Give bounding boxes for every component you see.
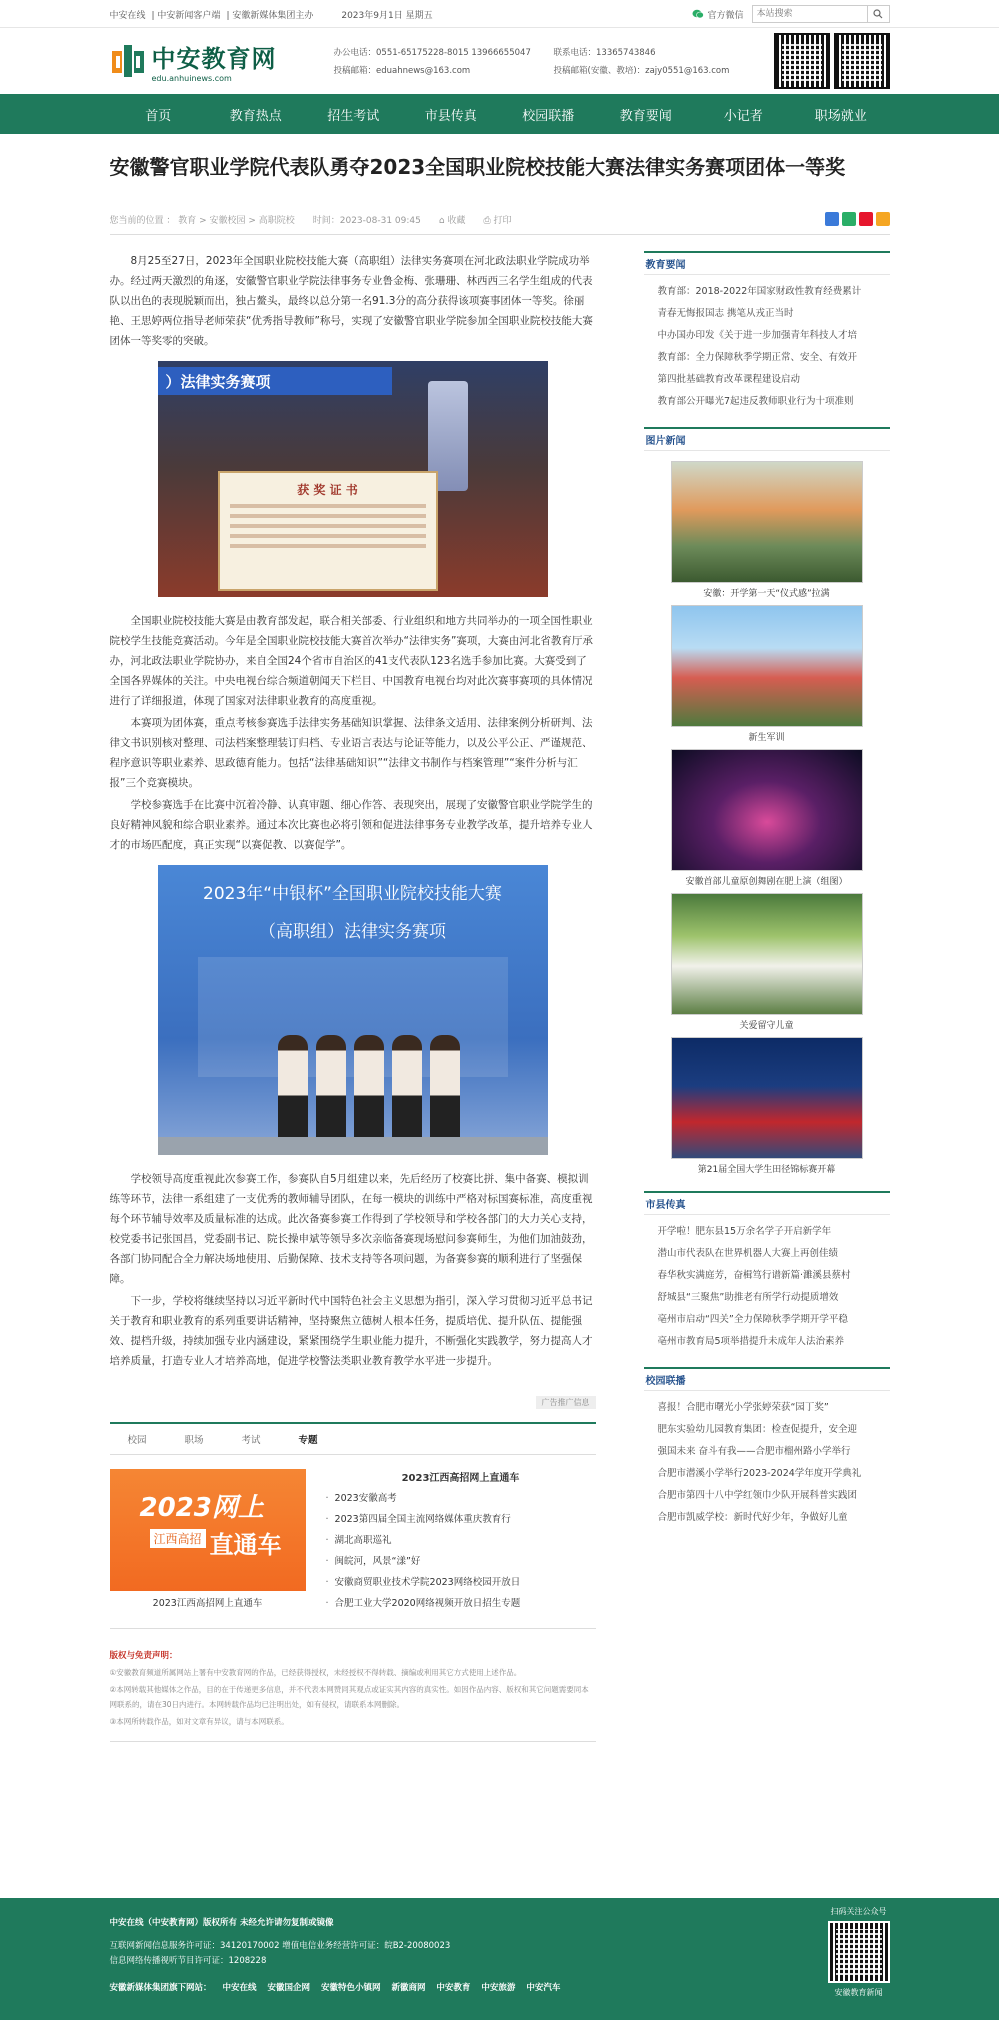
current-date: 2023年9月1日 星期五	[341, 10, 433, 21]
picture-news-item[interactable]	[671, 605, 863, 743]
publish-time: 时间：2023-08-31 09:45	[312, 215, 421, 226]
sidebar-county-item[interactable]: 亳州市启动“四关”全力保障秋季学期开学平稳	[657, 1314, 848, 1325]
copyright-notice	[110, 1649, 596, 1742]
sidebar-campus-item[interactable]: 合肥市凯威学校：新时代好少年，争做好儿童	[657, 1512, 848, 1523]
picture-news-image	[671, 1037, 863, 1159]
site-footer	[0, 1898, 999, 2020]
submission-email: 投稿邮箱：eduahnews@163.com	[333, 66, 471, 76]
sidebar-title-edu-news[interactable]: 教育要闻	[644, 251, 890, 275]
footer-license-1: 互联网新闻信息服务许可证：34120170002 增值电信业务经营许可证：皖B2-20080023	[109, 1941, 451, 1951]
logo-name: 中安教育网	[151, 44, 277, 73]
special-list-item[interactable]: · 2023第四届全国主流网络媒体重庆教育行	[326, 1509, 596, 1530]
sidebar-campus-item[interactable]: 喜报！合肥市曙光小学张婷荣获“园丁奖”	[657, 1402, 829, 1413]
picture-news-caption: 关爱留守儿童	[739, 1021, 794, 1031]
special-list-item[interactable]: · 湖北高职巡礼	[326, 1530, 596, 1551]
topic-tabs	[110, 1422, 596, 1455]
tab-campus[interactable]: 校园	[127, 1435, 147, 1446]
picture-news-item[interactable]	[671, 893, 863, 1031]
top-bar	[0, 0, 999, 28]
tab-special[interactable]: 专题	[298, 1435, 318, 1446]
nav-item-hot[interactable]: 教育热点	[229, 108, 282, 124]
wechat-icon	[692, 9, 704, 19]
share-bar	[825, 212, 890, 226]
contact-phone: 联系电话：13365743846	[553, 48, 656, 58]
sidebar-campus-item[interactable]: 合肥市潜溪小学举行2023-2024学年度开学典礼	[657, 1468, 862, 1479]
site-header	[110, 28, 890, 94]
footer-copyright: 中安在线（中安教育网）版权所有 未经允许请勿复制或镜像	[109, 1918, 334, 1928]
search-box	[752, 5, 890, 23]
picture-news-image	[671, 461, 863, 583]
sidebar-county-item[interactable]: 春华秋实满庭芳，奋楫笃行谱新篇·濉溪县蔡村	[657, 1270, 851, 1281]
contact-info	[334, 46, 774, 76]
share-wechat-icon[interactable]	[842, 212, 856, 226]
office-phone: 办公电话：0551-65175228-8015 13966655047	[333, 48, 531, 58]
nav-item-campus[interactable]: 校园联播	[522, 108, 575, 124]
breadcrumb[interactable]: 您当前的位置 ： 教育 > 安徽校园 > 高职院校	[109, 215, 295, 226]
site-logo[interactable]	[110, 39, 324, 83]
logo-mark-icon	[110, 43, 146, 79]
notice-line: ②本网转载其他媒体之作品，目的在于传递更多信息，并不代表本网赞同其观点或证实其内容的真实性。如因作品内容、版权和其它问题需要同本网联系的，请在30日内进行。本网转载作品均已注明出处，如有侵权，请联系本网删除。	[109, 1685, 589, 1709]
footer-links-label: 安徽新媒体集团旗下网站：	[109, 1983, 212, 1993]
special-image-year: 2023网上	[139, 1493, 264, 1523]
special-list-item[interactable]: · 合肥工业大学2020网络视频开放日招生专题	[326, 1593, 596, 1614]
nav-item-home[interactable]: 首页	[145, 108, 172, 124]
special-list-heading[interactable]: 2023江西高招网上直通车	[401, 1473, 520, 1484]
picture-news-item[interactable]	[671, 461, 863, 599]
sidebar-news-item[interactable]: 教育部：2018-2022年国家财政性教育经费累计	[657, 286, 862, 297]
special-image-big: 直通车	[209, 1531, 282, 1559]
nav-item-county[interactable]: 市县传真	[424, 108, 477, 124]
article-meta	[110, 212, 890, 226]
photo-banner: ）法律实务赛项	[158, 367, 392, 395]
sidebar-title-campus[interactable]: 校园联播	[644, 1367, 890, 1391]
favorite-label: 收藏	[447, 215, 466, 226]
sidebar-county-item[interactable]: 亳州市教育局5项举措提升未成年人法治素养	[657, 1336, 845, 1347]
search-icon	[873, 9, 883, 19]
special-image-sub: 江西高招	[150, 1529, 206, 1548]
sidebar-county-item[interactable]: 开学啦！肥东县15万余名学子开启新学年	[657, 1226, 832, 1237]
certificate	[218, 471, 438, 591]
sidebar	[644, 251, 890, 1742]
tab-exam[interactable]: 考试	[241, 1435, 261, 1446]
footer-license-2: 信息网络传播视听节目许可证：1208228	[109, 1956, 267, 1966]
special-list-item[interactable]: · 安徽商贸职业技术学院2023网络校园开放日	[326, 1572, 596, 1593]
certificate-title: 获 奖 证 书	[297, 483, 358, 497]
nav-item-exam[interactable]: 招生考试	[327, 108, 380, 124]
photo-heading-2: （高职组）法律实务赛项	[259, 922, 446, 942]
logo-url: edu.anhuinews.com	[151, 74, 232, 83]
article-paragraph: 本赛项为团体赛，重点考核参赛选手法律实务基础知识掌握、法律条文适用、法律案例分析研判、法律文书识别核对整理、司法档案整理装订归档、专业语言表达与论证等能力，以及公平公正、严谨规范、程序意识等职业素养、思政德育能力。包括“法律基础知识”“法律文书制作与档案管理”“案件分析与汇报”三个竞赛模块。	[109, 717, 593, 789]
nav-item-reporter[interactable]: 小记者	[723, 108, 763, 124]
footer-link[interactable]: 中安在线	[222, 1983, 257, 1993]
top-link-3[interactable]: 安徽新媒体集团主办	[232, 10, 314, 21]
sidebar-campus-item[interactable]: 合肥市第四十八中学红领巾少队开展科普实践团	[657, 1490, 858, 1501]
article-title: 安徽警官职业学院代表队勇夺2023全国职业院校技能大赛法律实务赛项团体一等奖	[109, 155, 846, 179]
footer-link[interactable]: 安徽特色小镇网	[320, 1983, 381, 1993]
footer-qr-caption: 安徽教育新闻	[834, 1988, 883, 1997]
notice-heading: 版权与免责声明：	[109, 1651, 178, 1661]
notice-line: ①安徽教育频道所属网站上署有中安教育网的作品，已经获得授权，未经授权不得转载、摘编或利用其它方式使用上述作品。	[109, 1668, 522, 1677]
notice-line: ③本网所转载作品，如对文章有异议，请与本网联系。	[109, 1717, 289, 1726]
print-label: 打印	[493, 215, 512, 226]
article-body	[110, 251, 596, 1742]
top-links: 中安在线 | 中安新闻客户端 | 安徽新媒体集团主办	[109, 10, 314, 21]
article-paragraph: 学校参赛选手在比赛中沉着冷静、认真审题、细心作答、表现突出，展现了安徽警官职业学院学生的良好精神风貌和综合职业素养。通过本次比赛也必将引领和促进法律事务专业教学改革，提升培养专业人才的市场匹配度，真正实现“以赛促教、以赛促学”。	[109, 799, 593, 851]
search-input[interactable]	[753, 6, 867, 22]
footer-link[interactable]: 新徽商网	[391, 1983, 426, 1993]
weixin-label: 官方微信	[707, 10, 744, 21]
special-image-link[interactable]	[110, 1469, 306, 1614]
sidebar-campus-item[interactable]: 肥东实验幼儿园教育集团：检查促提升，安全迎	[657, 1424, 858, 1435]
award-photo	[158, 361, 548, 597]
nav-item-career[interactable]: 职场就业	[814, 108, 867, 124]
special-topic	[110, 1455, 596, 1629]
article-paragraph: 下一步，学校将继续坚持以习近平新时代中国特色社会主义思想为指引，深入学习贯彻习近平总书记关于教育和职业教育的系列重要讲话精神，坚持聚焦立德树人根本任务，提质培优、提升队伍、提能强效、提档升级，持续加强专业内涵建设，紧紧围绕学生职业能力提升，不断强化实践教学，努力提高人才培养质量，打造专业人才培养高地，促进学校警法类职业教育教学水平进一步提升。	[109, 1295, 593, 1367]
search-button[interactable]	[867, 6, 889, 22]
sidebar-county-item[interactable]: 潜山市代表队在世界机器人大赛上再创佳绩	[657, 1248, 839, 1259]
footer-link[interactable]: 中安教育	[436, 1983, 471, 1993]
share-weibo-icon[interactable]	[859, 212, 873, 226]
sidebar-title-county[interactable]: 市县传真	[644, 1191, 890, 1215]
sidebar-news-item[interactable]: 中办国办印发《关于进一步加强青年科技人才培	[657, 330, 858, 341]
picture-news-image	[671, 749, 863, 871]
favorite-button[interactable]: ⌂ 收藏	[438, 215, 466, 226]
share-star-icon[interactable]	[876, 212, 890, 226]
article-paragraph: 全国职业院校技能大赛是由教育部发起，联合相关部委、行业组织和地方共同举办的一项全国性职业院校学生技能竞赛活动。今年是全国职业院校技能大赛首次举办“法律实务”赛项，大赛由河北省教育厅承办，河北政法职业学院协办，来自全国24个省市自治区的41支代表队123名选手参加比赛。大赛受到了全国各界媒体的关注。中央电视台综合频道朝闻天下栏目、中国教育电视台均对此次赛事赛项的具体情况进行了详细报道，体现了国家对法律职业教育的高度重视。	[109, 615, 593, 707]
picture-news-caption: 第21届全国大学生田径锦标赛开幕	[697, 1165, 836, 1175]
top-link-1[interactable]: 中安在线	[109, 10, 146, 21]
footer-qr-label: 扫码关注公众号	[830, 1907, 887, 1916]
photo-heading-1: 2023年“中银杯”全国职业院校技能大赛	[203, 884, 502, 904]
picture-news-image	[671, 893, 863, 1015]
main-nav	[0, 94, 999, 134]
submission-email-2: 投稿邮箱(安徽、教培)：zajy0551@163.com	[553, 66, 730, 76]
ad-tag: 广告推广信息	[536, 1396, 596, 1409]
sidebar-campus-item[interactable]: 强国未来 奋斗有我——合肥市榴州路小学举行	[657, 1446, 851, 1457]
sidebar-news-item[interactable]: 教育部：全力保障秋季学期正常、安全、有效开	[657, 352, 858, 363]
sidebar-news-item[interactable]: 教育部公开曝光7起违反教师职业行为十项准则	[657, 396, 854, 407]
picture-news-caption: 安徽首部儿童原创舞剧在肥上演（组图）	[685, 877, 848, 887]
qr-code-icon	[774, 33, 830, 89]
sidebar-county-item[interactable]: 舒城县“三聚焦”助推老有所学行动提质增效	[657, 1292, 839, 1303]
picture-news-caption: 新生军训	[748, 733, 785, 743]
footer-links	[110, 1981, 569, 1996]
picture-news-image	[671, 605, 863, 727]
qr-code-icon	[834, 33, 890, 89]
sidebar-title-pics[interactable]: 图片新闻	[644, 427, 890, 451]
picture-news-item[interactable]	[671, 1037, 863, 1175]
share-plus-icon[interactable]	[825, 212, 839, 226]
special-image-caption: 2023江西高招网上直通车	[152, 1598, 263, 1609]
picture-news-caption: 安徽：开学第一天“仪式感”拉满	[703, 589, 830, 599]
footer-link[interactable]: 中安旅游	[481, 1983, 516, 1993]
nav-item-news[interactable]: 教育要闻	[619, 108, 672, 124]
special-list-item[interactable]: · 闽皖河，风景“漾”好	[326, 1551, 596, 1572]
article-paragraph: 学校领导高度重视此次参赛工作，参赛队自5月组建以来，先后经历了校赛比拼、集中备赛、模拟训练等环节，法律一系组建了一支优秀的教师辅导团队，在每一模块的训练中严格对标国赛标准，高度重视每个环节辅导效率及质量标准的达成。此次备赛参赛工作得到了学校领导和学校各部门的大力关心支持，校党委书记张国昌，党委副书记、院长操申斌等领导多次亲临备赛现场慰问参赛师生，为他们加油鼓劲，各部门协同配合全力解决场地使用、后勤保障、技术支持等各项问题，为备赛参赛的顺利进行了坚强保障。	[109, 1173, 593, 1285]
footer-link[interactable]: 中安汽车	[526, 1983, 561, 1993]
sidebar-news-item[interactable]: 第四批基础教育改革课程建设启动	[657, 374, 801, 385]
picture-news-item[interactable]	[671, 749, 863, 887]
footer-qr-code-icon	[828, 1921, 890, 1983]
sidebar-news-item[interactable]: 青春无悔报国志 携笔从戎正当时	[657, 308, 794, 319]
footer-link[interactable]: 安徽国企网	[267, 1983, 310, 1993]
special-list-item[interactable]: · 2023安徽高考	[326, 1488, 596, 1509]
article-paragraph: 8月25至27日，2023年全国职业院校技能大赛（高职组）法律实务赛项在河北政法职业学院成功举办。经过两天激烈的角逐，安徽警官职业学院法律事务专业鲁金梅、张珊珊、林西西三名学生组成的代表队以出色的表现脱颖而出，独占鳌头，最终以总分第一名91.3分的高分获得该项赛事团体一等奖。徐丽艳、王思婷两位指导老师荣获“优秀指导教师”称号，实现了安徽警官职业学院参加全国职业院校技能大赛团体一等奖零的突破。	[109, 255, 593, 347]
print-button[interactable]: ⎙ 打印	[483, 215, 512, 226]
official-weixin-link[interactable]	[692, 8, 743, 21]
top-link-2[interactable]: 中安新闻客户端	[157, 10, 221, 21]
team-photo	[158, 865, 548, 1155]
tab-career[interactable]: 职场	[184, 1435, 204, 1446]
